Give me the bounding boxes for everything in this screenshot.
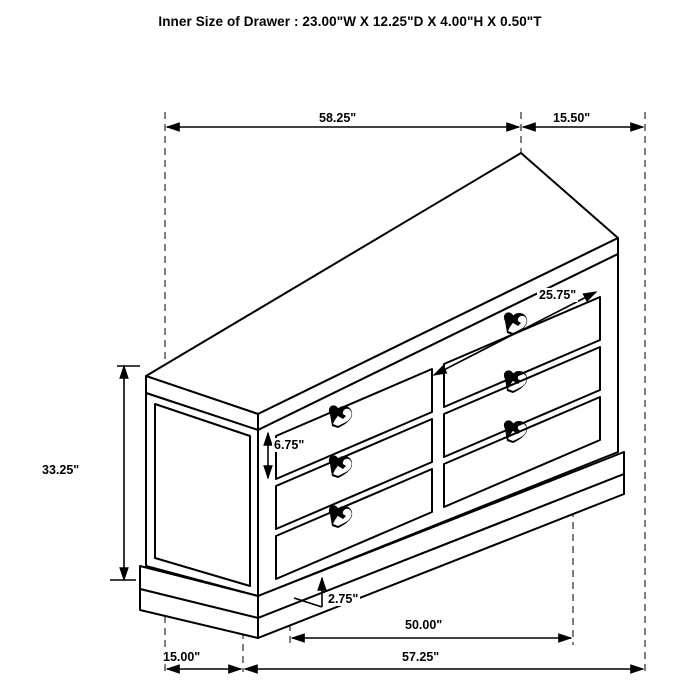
dimension-label-front-width-inner: 50.00" (405, 618, 443, 632)
dimension-label-base-height: 2.75" (328, 592, 359, 606)
dimension-label-drawer-height: 6.75" (274, 438, 305, 452)
dimension-label-top-width-right: 15.50" (553, 111, 591, 125)
page-title: Inner Size of Drawer : 23.00"W X 12.25"D X 4.00"H X 0.50"T (158, 14, 542, 29)
dimension-label-side-depth: 15.00" (163, 650, 201, 664)
dresser-left-side (146, 393, 258, 596)
dimension-label-overall-height: 33.25" (42, 463, 80, 477)
dimension-label-depth-diagonal: 25.75" (539, 288, 577, 302)
dimension-label-front-width-outer: 57.25" (402, 650, 440, 664)
dresser-body (140, 153, 624, 638)
dimension-label-top-width-main: 58.25" (319, 111, 357, 125)
